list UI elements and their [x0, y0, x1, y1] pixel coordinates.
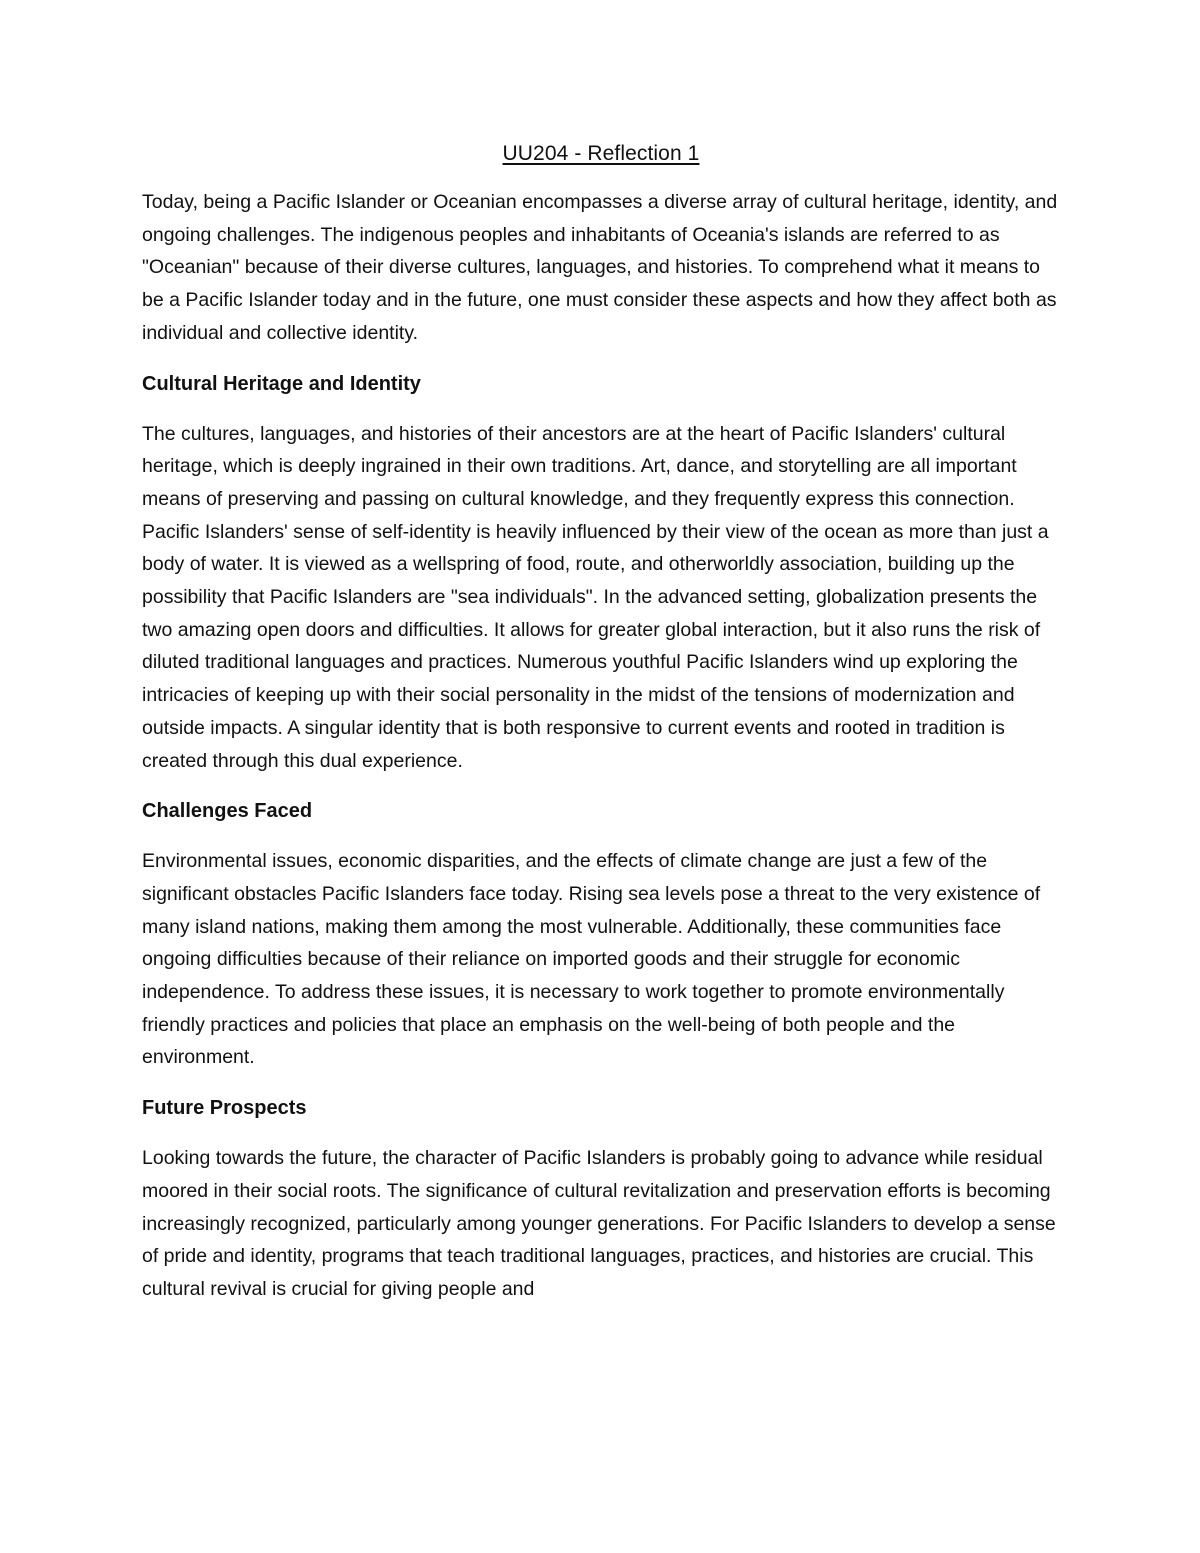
section-body-challenges: Environmental issues, economic disparities, and the effects of climate change are just a few of the significant obstacles Pacific Islanders face today. Rising sea levels pose a threat to the very existence of many island nations, making them among the most vulnerable. Additionally, these communities face ongoing difficulties because of their reliance on imported goods and their struggle for economic independence. To address these issues, it is necessary to work together to promote environmentally friendly practices and policies that place an emphasis on the well-being of both people and the environment. — [142, 850, 1041, 1069]
intro-paragraph: Today, being a Pacific Islander or Oceanian encompasses a diverse array of cultural heritage, identity, and ongoing challenges. The indigenous peoples and inhabitants of Oceania's islands are referred to as "Oceanian" because of their diverse cultures, languages, and histories. To comprehend what it means to be a Pacific Islander today and in the future, one must consider these aspects and how they affect both as individual and collective identity. — [142, 191, 1058, 344]
section-heading-future-prospects: Future Prospects — [142, 1097, 307, 1120]
section-body-cultural-heritage: The cultures, languages, and histories of their ancestors are at the heart of Pacific Islanders' cultural heritage, which is deeply ingrained in their own traditions. Art, dance, and storytelling are all important means of preserving and passing on cultural knowledge, and they frequently express this connection. Pacific Islanders' sense of self-identity is heavily influenced by their view of the ocean as more than just a body of water. It is viewed as a wellspring of food, route, and otherworldly association, building up the possibility that Pacific Islanders are "sea individuals". In the advanced setting, globalization presents the two amazing open doors and difficulties. It allows for greater global interaction, but it also runs the risk of diluted traditional languages and practices. Numerous youthful Pacific Islanders wind up exploring the intricacies of keeping up with their social personality in the midst of the tensions of modernization and outside impacts. A singular identity that is both responsive to current events and rooted in tradition is created through this dual experience. — [142, 422, 1049, 772]
document-content — [142, 138, 1060, 1324]
section-heading-cultural-heritage: Cultural Heritage and Identity — [142, 372, 421, 395]
document-title: UU204 - Reflection 1 — [502, 142, 700, 165]
section-heading-challenges: Challenges Faced — [142, 800, 313, 823]
section-body-future-prospects: Looking towards the future, the character of Pacific Islanders is probably going to advance while residual moored in their social roots. The significance of cultural revitalization and preservation efforts is becoming increasingly recognized, particularly among younger generations. For Pacific Islanders to develop a sense of pride and identity, programs that teach traditional languages, practices, and histories are crucial. This cultural revival is crucial for giving people and — [142, 1147, 1056, 1300]
